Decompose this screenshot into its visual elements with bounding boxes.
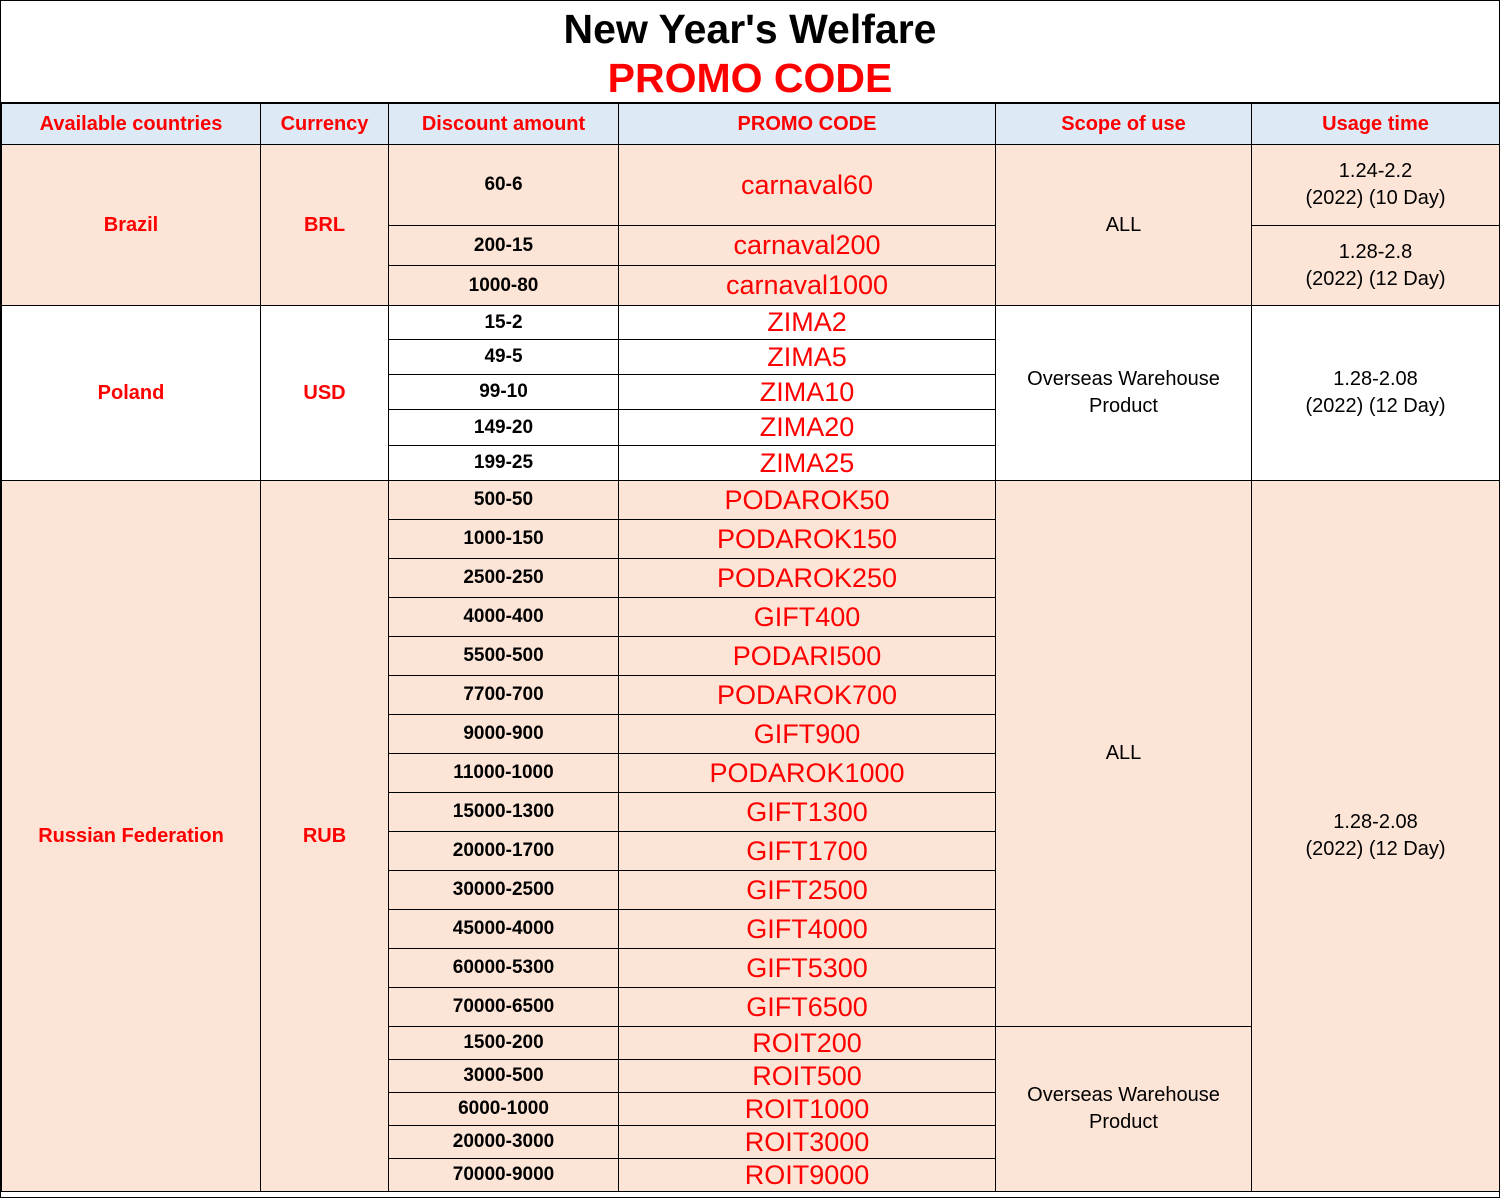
usage-time-line: (2022) (12 Day) — [1305, 838, 1446, 860]
amount-cell: 20000-3000 — [389, 1126, 619, 1159]
promo-code-cell: ROIT3000 — [619, 1126, 996, 1159]
amount-cell: 60-6 — [389, 145, 619, 226]
promo-code-cell: GIFT900 — [619, 715, 996, 754]
header-row — [2, 104, 1500, 145]
amount-cell: 15-2 — [389, 306, 619, 340]
amount-cell: 45000-4000 — [389, 910, 619, 949]
amount-cell: 70000-9000 — [389, 1159, 619, 1192]
amount-cell: 1500-200 — [389, 1027, 619, 1060]
promo-code-cell: ZIMA25 — [619, 446, 996, 481]
scope-cell: ALL — [996, 145, 1252, 306]
amount-cell: 70000-6500 — [389, 988, 619, 1027]
promo-code-cell: PODAROK150 — [619, 520, 996, 559]
page-subtitle: PROMO CODE — [607, 55, 893, 101]
promo-code-cell: ZIMA20 — [619, 410, 996, 446]
promo-code-cell: carnaval200 — [619, 226, 996, 266]
amount-cell: 3000-500 — [389, 1060, 619, 1093]
promo-code-cell: PODAROK50 — [619, 481, 996, 520]
header-countries: Available countries — [2, 104, 261, 145]
amount-cell: 1000-150 — [389, 520, 619, 559]
promo-code-cell: carnaval1000 — [619, 266, 996, 306]
promo-code-cell: GIFT400 — [619, 598, 996, 637]
amount-cell: 49-5 — [389, 340, 619, 375]
usage-time-line: (2022) (12 Day) — [1305, 395, 1446, 417]
country-cell: Brazil — [2, 145, 261, 306]
amount-cell: 2500-250 — [389, 559, 619, 598]
usage-time-cell — [1252, 306, 1500, 481]
scope-cell — [996, 306, 1252, 481]
promo-code-cell: ROIT200 — [619, 1027, 996, 1060]
usage-time-line: 1.24-2.2 — [1338, 160, 1413, 182]
promo-code-cell: GIFT4000 — [619, 910, 996, 949]
amount-cell: 6000-1000 — [389, 1093, 619, 1126]
amount-cell: 15000-1300 — [389, 793, 619, 832]
promo-code-cell: GIFT2500 — [619, 871, 996, 910]
scope-line: Product — [1089, 1111, 1158, 1133]
usage-time-cell — [1252, 145, 1500, 226]
promo-code-cell: ZIMA10 — [619, 375, 996, 410]
scope-line: Product — [1089, 395, 1158, 417]
promo-code-cell: PODARI500 — [619, 637, 996, 676]
promo-code-cell: PODAROK1000 — [619, 754, 996, 793]
usage-time-line: 1.28-2.8 — [1338, 240, 1413, 263]
table-row — [2, 481, 1500, 520]
amount-cell: 199-25 — [389, 446, 619, 481]
scope-cell — [996, 1027, 1252, 1192]
amount-cell: 149-20 — [389, 410, 619, 446]
header-usage-time: Usage time — [1252, 104, 1500, 145]
table-row — [2, 306, 1500, 340]
title-block — [1, 1, 1499, 103]
amount-cell: 99-10 — [389, 375, 619, 410]
usage-time-line: 1.28-2.08 — [1333, 811, 1418, 833]
scope-cell: ALL — [996, 481, 1252, 1027]
header-discount: Discount amount — [389, 104, 619, 145]
header-currency: Currency — [261, 104, 389, 145]
page-title: New Year's Welfare — [563, 6, 937, 52]
amount-cell: 20000-1700 — [389, 832, 619, 871]
amount-cell: 60000-5300 — [389, 949, 619, 988]
promo-code-cell: ZIMA5 — [619, 340, 996, 375]
scope-line: Overseas Warehouse — [1027, 1084, 1220, 1106]
promo-code-cell: GIFT6500 — [619, 988, 996, 1027]
header-promo-code: PROMO CODE — [619, 104, 996, 145]
amount-cell: 7700-700 — [389, 676, 619, 715]
currency-cell: RUB — [261, 481, 389, 1192]
amount-cell: 5500-500 — [389, 637, 619, 676]
amount-cell: 500-50 — [389, 481, 619, 520]
usage-time-cell — [1252, 226, 1500, 306]
usage-time-line: 1.28-2.08 — [1333, 368, 1418, 390]
amount-cell: 4000-400 — [389, 598, 619, 637]
promo-code-cell: PODAROK700 — [619, 676, 996, 715]
amount-cell: 11000-1000 — [389, 754, 619, 793]
country-cell: Russian Federation — [2, 481, 261, 1192]
promo-code-cell: carnaval60 — [619, 145, 996, 226]
amount-cell: 200-15 — [389, 226, 619, 266]
promo-code-cell: ROIT1000 — [619, 1093, 996, 1126]
promo-code-cell: ZIMA2 — [619, 306, 996, 340]
country-cell: Poland — [2, 306, 261, 481]
usage-time-line: (2022) (12 Day) — [1305, 267, 1446, 290]
amount-cell: 30000-2500 — [389, 871, 619, 910]
promo-code-cell: GIFT5300 — [619, 949, 996, 988]
currency-cell: USD — [261, 306, 389, 481]
amount-cell: 9000-900 — [389, 715, 619, 754]
promo-code-cell: GIFT1300 — [619, 793, 996, 832]
scope-line: Overseas Warehouse — [1027, 368, 1220, 390]
header-scope: Scope of use — [996, 104, 1252, 145]
promo-code-cell: PODAROK250 — [619, 559, 996, 598]
table-row — [2, 145, 1500, 226]
amount-cell: 1000-80 — [389, 266, 619, 306]
promo-code-cell: ROIT9000 — [619, 1159, 996, 1192]
usage-time-line: (2022) (10 Day) — [1305, 187, 1446, 209]
currency-cell: BRL — [261, 145, 389, 306]
promo-code-cell: GIFT1700 — [619, 832, 996, 871]
promo-table — [1, 103, 1500, 1192]
usage-time-cell — [1252, 481, 1500, 1192]
promo-code-cell: ROIT500 — [619, 1060, 996, 1093]
